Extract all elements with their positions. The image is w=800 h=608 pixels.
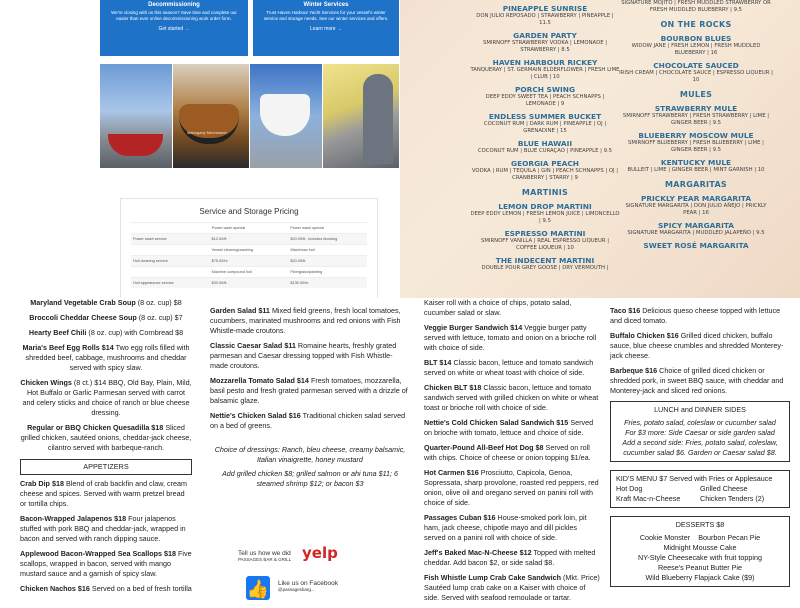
add-ons-note: Add grilled chicken $8; grilled salmon or ahi tuna $11; 6 steamed shrimp $12; or bacon $3 xyxy=(221,469,399,488)
menu-item-description: House-smoked pork loin, pit ham, jack cheese, chipotle mayo and dill pickles served on a panini roll with choice of side. xyxy=(424,513,587,542)
boat-name-text: Mahogany Moonstone xyxy=(187,130,227,135)
menu-item-name: Nettie's Cold Chicken Salad Sandwich $15 xyxy=(424,418,569,427)
kids-item: Hot Dog xyxy=(616,484,643,493)
menu-item-name: Regular or BBQ Chicken Quesadilla $18 xyxy=(27,423,164,432)
cocktail-name: GARDEN PARTY xyxy=(513,31,577,40)
kids-item: Kraft Mac-n-Cheese xyxy=(616,494,681,503)
cell: Power wash special xyxy=(290,226,324,230)
menu-item xyxy=(20,343,192,373)
desserts-title: DESSERTS $8 xyxy=(675,520,725,529)
menu-item-name: Hearty Beef Chili xyxy=(28,328,87,337)
wooden-hull-shape xyxy=(179,104,239,144)
menu-item-description: Served on roll with chips. Choice of cheese or onion topping $1/ea. xyxy=(424,443,591,462)
boat-in-travel-lift-photo xyxy=(100,64,172,168)
menu-item-name: Taco $16 xyxy=(610,306,641,315)
row-label: Hull appearance service xyxy=(133,281,174,285)
row-label xyxy=(131,227,210,229)
cocktail-name: ENDLESS SUMMER BUCKET xyxy=(488,112,602,121)
learn-more-link[interactable]: Learn more → xyxy=(310,26,342,32)
kids-title: KID'S MENU $7 Served with Fries or Applesauce xyxy=(616,474,773,483)
cell: $135.00/hr. xyxy=(290,281,310,285)
menu-item xyxy=(210,306,410,336)
sides-line: For $3 more: Side Caesar or side garden salad xyxy=(625,428,775,437)
menu-item-name: Applewood Bacon-Wrapped Sea Scallops $18 xyxy=(20,549,177,558)
menu-item-name: Broccoli Cheddar Cheese Soup xyxy=(29,313,137,322)
menu-item-name: Maria's Beef Egg Rolls $14 xyxy=(22,343,114,352)
menu-item-description: Classic bacon, lettuce and tomato sandwich served with grilled chicken on white or wheat toast or brioche roll with choice of side. xyxy=(424,383,599,412)
menu-item-description: (8 oz. cup) $7 xyxy=(138,313,183,322)
menu-item-description: Topped with melted cheddar. Add bacon $2, or side salad $8. xyxy=(424,548,596,567)
menu-item-name: Barbeque $16 xyxy=(610,366,658,375)
white-hull-shape xyxy=(260,94,310,136)
menu-item xyxy=(20,298,192,308)
cocktail-ingredients: SMIRNOFF VANILLA | REAL ESPRESSO LIQUEUR | COFFEE LIQUEUR | 10 xyxy=(480,238,610,251)
card-title: Winter Services xyxy=(303,2,349,8)
wooden-boat-photo xyxy=(173,64,249,168)
menu-item-description: Romaine hearts, freshly grated parmesan and Caesar dressing topped with Fish Whistle-made croutons. xyxy=(210,341,397,370)
menu-item-name: Quarter-Pound All-Beef Hot Dog $8 xyxy=(424,443,544,452)
cocktail-name: SPICY MARGARITA xyxy=(657,221,735,230)
appetizers-list xyxy=(20,479,192,594)
cell: Fiberglass/painting xyxy=(290,270,323,274)
cell: $20.00/ft. xyxy=(290,259,307,263)
menu-item-description: Four jalapenos stuffed with pork BBQ and cheddar-jack, wrapped in bacon and served with ranch dipping sauce. xyxy=(20,514,186,543)
boat-hull-shape xyxy=(108,134,163,156)
cocktail-ingredients: DON JULIO REPOSADO | STRAWBERRY | PINEAPPLE | 11.5 xyxy=(476,13,614,26)
menu-item-description: Classic bacon, lettuce and tomato sandwich served on white or wheat toast with choice of side. xyxy=(424,358,594,377)
menu-item-description: (8 oz. cup) with Cornbread $8 xyxy=(88,328,184,337)
menu-item-description: (Mkt. Price) Sautéed lump crab cake on a Kaiser with choice of side. Served with seafood remoulade or tartar. xyxy=(424,573,600,602)
menu-item-name: Veggie Burger Sandwich $14 xyxy=(424,323,523,332)
menu-item-name: Jeff's Baked Mac-N-Cheese $12 xyxy=(424,548,532,557)
cell: Vessel cleaning/washing xyxy=(211,248,254,252)
menu-item xyxy=(20,479,192,509)
menu-item-description: Mixed field greens, fresh local tomatoes, cucumbers, marinated mushrooms and red onions with Fish Whistle-made croutons. xyxy=(210,306,401,335)
facebook-text: Like us on Facebook xyxy=(278,580,338,587)
menu-item-name: Hot Carmen $16 xyxy=(424,468,479,477)
appetizers-heading: APPETIZERS xyxy=(20,459,192,475)
cocktail-name: BLUE HAWAII xyxy=(517,139,573,148)
cocktail-ingredients: SMIRNOFF BLUEBERRY | FRESH BLUEBERRY | LIME | GINGER BEER | 9.5 xyxy=(628,140,764,153)
menu-item-name: Chicken Wings xyxy=(20,378,72,387)
cell: $30.00/ft. xyxy=(211,281,228,285)
menu-item-name: Chicken BLT $18 xyxy=(424,383,482,392)
menu-item xyxy=(210,411,410,431)
menu-item xyxy=(610,366,790,396)
table-row xyxy=(131,244,367,255)
menu-item-name: Passages Cuban $16 xyxy=(424,513,496,522)
menu-item xyxy=(424,468,600,508)
yelp-logo-icon: yelp xyxy=(302,544,338,562)
worker-painting-photo xyxy=(323,64,399,168)
menu-item xyxy=(424,443,600,463)
food-menu-page xyxy=(0,298,800,600)
cocktail-ingredients: COCONUT RUM | BLUE CURAÇAO | PINEAPPLE | 9.5 xyxy=(477,148,613,154)
cell: $75.00/hr. xyxy=(211,259,229,263)
cocktail-name: PRICKLY PEAR MARGARITA xyxy=(640,194,752,203)
facebook-handle: @passagesbarg... xyxy=(278,587,315,592)
menu-item-name: Maryland Vegetable Crab Soup xyxy=(30,298,136,307)
sides-line: Add a second side: Fries, potato salad, coleslaw, cucumber salad $6. Garden or Caesar salad $8. xyxy=(622,438,778,457)
boat-on-lift-photo xyxy=(250,64,322,168)
cocktail-name: LEMON DROP MARTINI xyxy=(498,202,592,211)
cell: $12.00/ft. xyxy=(211,237,228,241)
sides-title: LUNCH and DINNER SIDES xyxy=(654,405,746,414)
cell: Wash/wax hull xyxy=(290,248,315,252)
menu-item-description: Traditional chicken salad served on a bed of greens. xyxy=(210,411,406,430)
yelp-text: Tell us how we did xyxy=(238,550,291,557)
sides-box xyxy=(610,401,790,462)
dessert-item: Bourbon Pecan Pie xyxy=(698,533,761,542)
cocktail-ingredients: SIGNATURE MARGARITA | DON JULIO AÑEJO | PRICKLY PEAR | 16 xyxy=(625,203,767,216)
dessert-item: Reese's Peanut Butter Pie xyxy=(657,563,743,572)
cocktail-name: PORCH SWING xyxy=(514,85,576,94)
cocktail-section-heading: MARGARITAS xyxy=(665,180,727,189)
table-row xyxy=(131,222,367,233)
yelp-subtext: PASSAGES BAR & GRILL xyxy=(238,557,292,562)
cocktail-name: PINEAPPLE SUNRISE xyxy=(502,4,588,13)
cocktail-ingredients: SMIRNOFF STRAWBERRY | FRESH STRAWBERRY | LIME | GINGER BEER | 9.5 xyxy=(622,113,770,126)
cocktail-ingredients: BULLEIT | LIME | GINGER BEER | MINT GARNISH | 10 xyxy=(627,167,765,173)
card-body: Trust Haven Harbour Yacht Services for your vessel's winter service and storage needs. See our winter services and offers. xyxy=(263,10,389,21)
menu-item-description: Grilled diced chicken, buffalo sauce, blue cheese crumbles and shredded Monterey-jack cheese. xyxy=(610,331,784,360)
sandwiches-list xyxy=(424,298,600,603)
quesadillas-column xyxy=(610,298,790,595)
menu-item xyxy=(610,331,790,361)
cocktail-ingredients: VODKA | RUM | TEQUILA | GIN | PEACH SCHNAPPS | OJ | CRANBERRY | STARRY | 9 xyxy=(471,168,619,181)
kids-items xyxy=(616,484,784,504)
menu-item-description: Blend of crab backfin and claw, cream cheese and spices. Served with warm pretzel bread or tortilla chips. xyxy=(20,479,188,508)
cell: Machine compound hull xyxy=(211,270,252,274)
menu-item xyxy=(424,548,600,568)
menu-item xyxy=(20,549,192,579)
table-row xyxy=(131,266,367,277)
dessert-item: Cookie Monster xyxy=(639,533,691,542)
menu-item-description: Prosciutto, Capicola, Genoa, Sopressata, sharp provolone, roasted red peppers, red onion, olive oil and oregano served on panini roll with choice of side. xyxy=(424,468,599,507)
cocktail-name: KENTUCKY MULE xyxy=(660,158,732,167)
kids-menu-box xyxy=(610,470,790,508)
cocktail-ingredients: SIGNATURE MARGARITA | MUDDLED JALAPEÑO | 9.5 xyxy=(627,230,765,236)
sandwiches-column xyxy=(424,298,600,608)
menu-item xyxy=(424,418,600,438)
cocktail-name: BOURBON BLUES xyxy=(660,34,732,43)
desserts-box xyxy=(610,516,790,587)
menu-item xyxy=(424,573,600,603)
kids-item: Grilled Cheese xyxy=(700,484,748,493)
cocktail-section-heading: MULES xyxy=(679,90,713,99)
menu-item-description: Served on brioche with tomato, lettuce and choice of side. xyxy=(424,418,594,437)
dressings-note: Choice of dressings: Ranch, bleu cheese, creamy balsamic, Italian vinaigrette, honey mustard xyxy=(214,445,406,464)
quesadillas-list xyxy=(610,306,790,396)
winter-services-card xyxy=(253,0,399,56)
menu-item-name: Fish Whistle Lump Crab Cake Sandwich xyxy=(424,573,561,582)
menu-item-description: Five scallops, wrapped in bacon, served with mango mustard sauce and a garnish of spicy slaw. xyxy=(20,549,192,578)
cocktail-ingredients: DEEP EDDY LEMON | FRESH LEMON JUICE | LIMONCELLO | 9.5 xyxy=(470,211,620,224)
cocktail-name: HAVEN HARBOUR RICKEY xyxy=(492,58,598,67)
menu-item-name: Chicken Nachos $16 xyxy=(20,584,90,593)
menu-item xyxy=(20,584,192,594)
menu-item-description: Kaiser roll with a choice of chips, potato salad, cucumber salad or slaw. xyxy=(424,298,572,317)
menu-item-name: Garden Salad $11 xyxy=(210,306,270,315)
menu-item-description: Veggie burger patty served with lettuce, tomato and onion on a brioche roll with choice of side. xyxy=(424,323,597,352)
row-label: Power wash service xyxy=(133,237,167,241)
pricing-table-card xyxy=(120,198,378,298)
pricing-title: Service and Storage Pricing xyxy=(199,207,299,216)
menu-item-description: Two egg rolls filled with shredded beef, cabbage, mushrooms and cheddar served with spicy slaw. xyxy=(25,343,190,372)
table-row xyxy=(131,255,367,266)
menu-item xyxy=(424,383,600,413)
cocktail-section-heading: MARTINIS xyxy=(521,188,569,197)
menu-item xyxy=(424,298,600,318)
cocktail-ingredients: TANQUERAY | ST. GERMAIN ELDERFLOWER | FRESH LIME | CLUB | 10 xyxy=(470,67,620,80)
dessert-item: NY-Style Cheesecake with fruit topping xyxy=(638,553,762,562)
menu-item xyxy=(210,376,410,406)
menu-item-description: Sliced grilled chicken, sautéed onions, cheddar-jack cheese, cilantro served with barbeque-ranch. xyxy=(20,423,192,452)
worker-figure xyxy=(363,74,393,164)
kids-item: Chicken Tenders (2) xyxy=(700,494,765,503)
menu-item xyxy=(610,306,790,326)
soups-column xyxy=(20,298,192,599)
table-row xyxy=(131,233,367,244)
card-body: We're closing with us this season? Save time and complete our easier than ever online decommissioning work order form. xyxy=(111,10,237,21)
cocktail-ingredients: COCONUT RUM | DARK RUM | PINEAPPLE | OJ | GRENADINE | 15 xyxy=(483,121,607,134)
menu-item-name: Mozzarella Tomato Salad $14 xyxy=(210,376,309,385)
menu-item xyxy=(210,341,410,371)
decommissioning-card xyxy=(100,0,248,56)
row-label: Hull cleaning service xyxy=(133,259,168,263)
cell: Power wash special xyxy=(211,226,246,230)
dessert-row xyxy=(616,533,784,543)
menu-item-name: Nettie's Chicken Salad $16 xyxy=(210,411,301,420)
cocktail-name: CHOCOLATE SAUCED xyxy=(653,61,739,70)
menu-item xyxy=(424,323,600,353)
cocktail-column-right xyxy=(618,0,774,250)
menu-item xyxy=(424,358,600,378)
menu-item xyxy=(20,378,192,418)
cocktail-section-heading: ON THE ROCKS xyxy=(660,20,732,29)
menu-item-name: BLT $14 xyxy=(424,358,452,367)
menu-item-name: Bacon-Wrapped Jalapenos $18 xyxy=(20,514,127,523)
cocktail-name: ESPRESSO MARTINI xyxy=(504,229,586,238)
cocktail-ingredients: WIDOW JANE | FRESH LEMON | FRESH MUDDLED BLUEBERRY | 16 xyxy=(631,43,761,56)
card-title: Decommissioning xyxy=(148,2,200,8)
sides-line: Fries, potato salad, coleslaw or cucumber salad xyxy=(624,418,776,427)
menu-item xyxy=(20,328,192,338)
dessert-item: Midnight Mousse Cake xyxy=(663,543,737,552)
row-label xyxy=(131,271,210,273)
salads-list xyxy=(210,306,410,431)
menu-item-description: Fresh tomatoes, mozzarella, basil pesto and fresh grated parmesan served with a drizzle of balsamic glaze. xyxy=(210,376,408,405)
menu-item xyxy=(424,513,600,543)
dessert-item: Wild Blueberry Flapjack Cake ($9) xyxy=(645,573,755,582)
salads-column xyxy=(210,298,410,489)
menu-item-description: (8 ct.) $14 BBQ, Old Bay, Plain, Mild, Hot Buffalo or Garlic Parmesan served with carrot and celery sticks and choice of ranch or blue cheese dressing. xyxy=(22,378,192,417)
menu-item-description: Choice of grilled diced chicken or shredded pork, in sweet BBQ sauce, with cheddar and Monterey-jack and sliced red onions. xyxy=(610,366,784,395)
marina-website-screenshot xyxy=(0,0,400,298)
menu-item-name: Classic Caesar Salad $11 xyxy=(210,341,296,350)
menu-item-description: (8 oz. cup) $8 xyxy=(137,298,182,307)
cocktail-column-left xyxy=(470,0,620,272)
soups-list xyxy=(20,298,192,453)
cocktail-menu-image xyxy=(400,0,800,298)
cocktail-ingredients: IRISH CREAM | CHOCOLATE SAUCE | ESPRESSO LIQUEUR | 10 xyxy=(619,70,773,83)
menu-item-description: Served on a bed of fresh tortilla xyxy=(91,584,192,593)
menu-item xyxy=(20,514,192,544)
menu-item xyxy=(20,313,192,323)
cocktail-ingredients: SMIRNOFF STRAWBERRY VODKA | LEMONADE | STRAWBERRY | 8.5 xyxy=(482,40,608,53)
thumbs-up-icon: 👍 xyxy=(246,576,270,600)
get-started-link[interactable]: Get started → xyxy=(158,26,190,32)
row-label xyxy=(131,249,210,251)
cocktail-ingredients: SIGNATURE MOJITO | FRESH MUDDLED STRAWBERRY OR FRESH MUDDLED BLUEBERRY | 9.5 xyxy=(621,0,771,13)
cocktail-name: SWEET ROSÉ MARGARITA xyxy=(643,241,749,250)
menu-item xyxy=(20,423,192,453)
cocktail-name: GEORGIA PEACH xyxy=(511,159,579,168)
cocktail-ingredients: DEEP EDDY SWEET TEA | PEACH SCHNAPPS | LEMONADE | 9 xyxy=(485,94,605,107)
cell: $20.00/ft., includes blocking xyxy=(290,237,338,241)
menu-item-name: Crab Dip $18 xyxy=(20,479,64,488)
table-row xyxy=(131,277,367,288)
cocktail-name: THE INDECENT MARTINI xyxy=(495,256,595,265)
menu-item-description: Delicious queso cheese topped with lettuce and diced tomato. xyxy=(610,306,781,325)
yelp-review-prompt[interactable] xyxy=(238,544,358,562)
menu-item-name: Buffalo Chicken $16 xyxy=(610,331,679,340)
cocktail-ingredients: DOUBLE POUR GREY GOOSE | DRY VERMOUTH | xyxy=(481,265,609,271)
cocktail-name: BLUEBERRY MOSCOW MULE xyxy=(638,131,754,140)
cocktail-name: STRAWBERRY MULE xyxy=(654,104,738,113)
